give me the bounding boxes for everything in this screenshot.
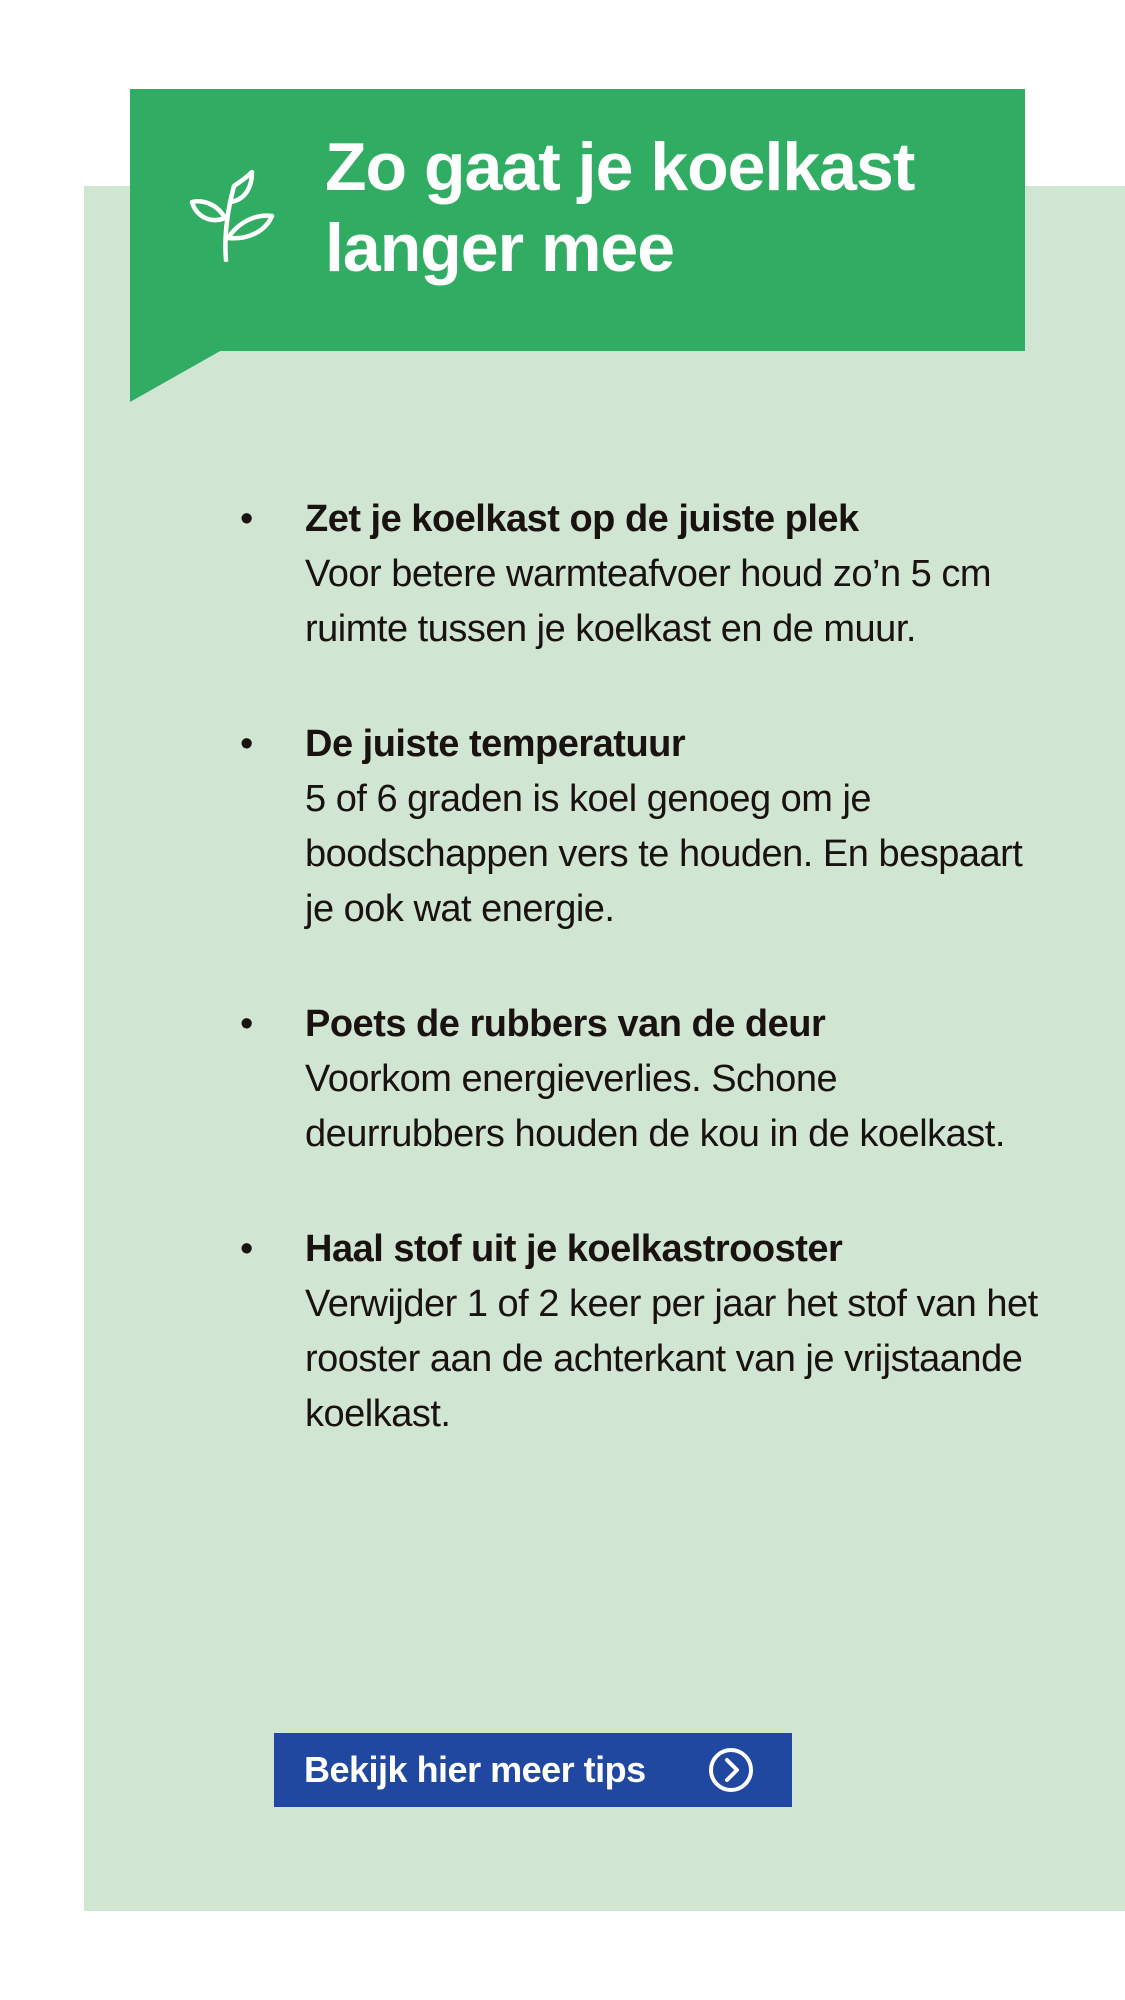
list-item <box>240 492 1040 657</box>
bullet-icon: • <box>240 723 254 765</box>
bullet-icon: • <box>240 1228 254 1270</box>
tip-text: Voor betere warmteafvoer houd zo’n 5 cm ruimte tussen je koelkast en de muur. <box>305 553 991 650</box>
list-item <box>240 997 1040 1162</box>
bullet-icon: • <box>240 498 254 540</box>
tip-text: Verwijder 1 of 2 keer per jaar het stof van het rooster aan de achterkant van je vrijstaande koelkast. <box>305 1283 1038 1435</box>
banner-tail <box>130 350 222 402</box>
more-tips-label: Bekijk hier meer tips <box>304 1749 646 1790</box>
chevron-right-circle-icon <box>708 1747 754 1793</box>
bullet-icon: • <box>240 1003 254 1045</box>
sprout-icon <box>188 170 276 262</box>
tip-text: 5 of 6 graden is koel genoeg om je boodschappen vers te houden. En bespaart je ook wat energie. <box>305 778 1023 930</box>
page-title: Zo gaat je koelkast langer mee <box>325 129 915 286</box>
tip-text: Voorkom energieverlies. Schone deurrubbers houden de kou in de koelkast. <box>305 1058 1005 1155</box>
tips-list <box>240 492 1040 1502</box>
more-tips-button[interactable] <box>274 1733 792 1807</box>
list-item <box>240 717 1040 937</box>
tip-title: Haal stof uit je koelkastrooster <box>305 1228 843 1270</box>
tip-title: De juiste temperatuur <box>305 723 686 765</box>
tip-title: Poets de rubbers van de deur <box>305 1003 826 1045</box>
list-item <box>240 1222 1040 1442</box>
tip-title: Zet je koelkast op de juiste plek <box>305 498 859 540</box>
